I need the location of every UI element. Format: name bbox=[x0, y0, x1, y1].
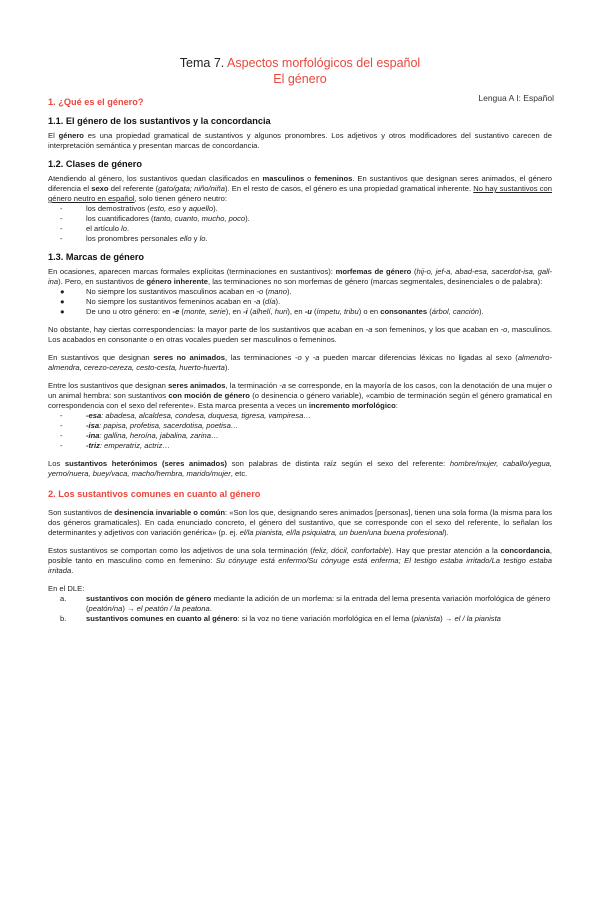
neutro-list bbox=[48, 204, 552, 244]
list-item: - -isa: papisa, profetisa, sacerdotisa, poetisa… bbox=[60, 421, 239, 430]
list-item: - el artículo lo. bbox=[60, 224, 130, 233]
list-item: b. sustantivos comunes en cuanto al género: si la voz no tiene variación morfológica en el lema (pianista) → el / la pianista bbox=[60, 614, 501, 623]
paragraph-1-3: En ocasiones, aparecen marcas formales explícitas (terminaciones en sustantivos): morfemas de género (hij-o, jef-a, abad-esa, sacerdot-isa, gall-ina). Pero, en sustantivos de género inherente, las terminaciones no son morfemas de género (marcas segmentales, desinenciales o de palabra): bbox=[48, 267, 552, 286]
running-header: Lengua A I: Español bbox=[478, 93, 554, 103]
section-1-heading: 1. ¿Qué es el género? bbox=[48, 97, 144, 107]
list-item: - -ina: gallina, heroína, jabalina, zarina… bbox=[60, 431, 219, 440]
list-item: - los cuantificadores (tanto, cuanto, mucho, poco). bbox=[60, 214, 250, 223]
section-1-3-heading: 1.3. Marcas de género bbox=[48, 252, 145, 262]
incremento-list bbox=[48, 411, 552, 451]
list-item: - los pronombres personales ello y lo. bbox=[60, 234, 208, 243]
section-2-heading: 2. Los sustantivos comunes en cuanto al género bbox=[48, 489, 261, 499]
title-prefix: Tema 7. bbox=[179, 56, 228, 70]
list-item: - los demostrativos (esto, eso y aquello). bbox=[60, 204, 218, 213]
paragraph-2-1: Son sustantivos de desinencia invariable o común: «Son los que, designando seres animados [personas], tienen una sola forma (la misma para los dos géneros gramaticales). En cada enunciado concreto, el género del sustantivo, que se corresponde con el sexo del referente, lo señalan los determinantes y adjetivos con variación genérica» (p. ej. el/la pianista, el/la psiquiatra, un buen/una buena profesional). bbox=[48, 508, 553, 537]
page-subtitle: El género bbox=[273, 72, 327, 86]
paragraph-animados: Entre los sustantivos que designan seres animados, la terminación -a se corresponde, en la mayoría de los casos, con la denotación de una mujer o un animal hembra: son sustantivos con moción de género (o desinencia o género variable), «cambio de terminación según el género gramatical en correspondencia con el sexo del referente». Esta marca presenta a veces un incremento morfológico: bbox=[48, 381, 553, 410]
list-item: ● No siempre los sustantivos femeninos acaban en -a (día). bbox=[60, 297, 281, 306]
list-item: - -triz: emperatriz, actriz… bbox=[60, 441, 170, 450]
section-1-2-heading: 1.2. Clases de género bbox=[48, 159, 142, 169]
document-page bbox=[0, 55, 600, 903]
paragraph-2-2: Estos sustantivos se comportan como los adjetivos de una sola terminación (feliz, dócil, confortable). Hay que prestar atención a la concordancia, posible tanto en masculino como en femenino: Su cónyuge está enfermo/Su cónyuge está enferma; El testigo estaba irritado/La testigo estaba irritada. bbox=[48, 546, 552, 575]
paragraph-dle: En el DLE: bbox=[48, 584, 85, 593]
list-item: ● No siempre los sustantivos masculinos acaban en -o (mano). bbox=[60, 287, 292, 296]
title-main: Aspectos morfológicos del español bbox=[227, 56, 421, 70]
terminaciones-list bbox=[48, 287, 552, 317]
dle-list bbox=[48, 594, 552, 624]
paragraph-1-2: Atendiendo al género, los sustantivos quedan clasificados en masculinos o femeninos. En sustantivos que designan seres animados, el género diferencia el sexo del referente (gato/gata; niño/niña). En el resto de casos, el género es una propiedad gramatical inherente. No hay sustantivos con género neutro en español, solo tienen género neutro: bbox=[48, 174, 552, 203]
paragraph-heteronimos: Los sustantivos heterónimos (seres animados) son palabras de distinta raíz según el sexo del referente: hombre/mujer, caballo/yegua, yerno/nuera, buey/vaca, macho/hembra, marido/mujer, etc. bbox=[48, 459, 552, 478]
paragraph-correspondencias: No obstante, hay ciertas correspondencias: la mayor parte de los sustantivos que acaban en -a son femeninos, y los que acaban en -o, masculinos. Los acabados en consonante o en otras vocales pueden ser masculinos o femeninos. bbox=[48, 325, 552, 344]
list-item: a. sustantivos con moción de género mediante la adición de un morfema: si la entrada del lema presenta variación morfológica de género (peatón/na) → el peatón / la peatona. bbox=[60, 594, 551, 613]
section-1-1-heading: 1.1. El género de los sustantivos y la concordancia bbox=[48, 116, 271, 126]
paragraph-no-animados: En sustantivos que designan seres no animados, las terminaciones -o y -a pueden marcar diferencias léxicas no ligadas al sexo (almendro-almendra, cerezo-cereza, cesto-cesta, huerto-huerta). bbox=[48, 353, 552, 372]
list-item: ● De uno u otro género: en -e (monte, serie), en -i (alhelí, huri), en -u (ímpetu, tribu) o en consonantes (árbol, canción). bbox=[60, 307, 484, 316]
list-item: - -esa: abadesa, alcaldesa, condesa, duquesa, tigresa, vampiresa… bbox=[60, 411, 312, 420]
page-title bbox=[48, 55, 552, 71]
paragraph-1-1: El género es una propiedad gramatical de sustantivos y algunos pronombres. Los adjetivos y otros modificadores del sustantivo carecen de interpretación semántica y presentan marcas de concordancia. bbox=[48, 131, 552, 150]
